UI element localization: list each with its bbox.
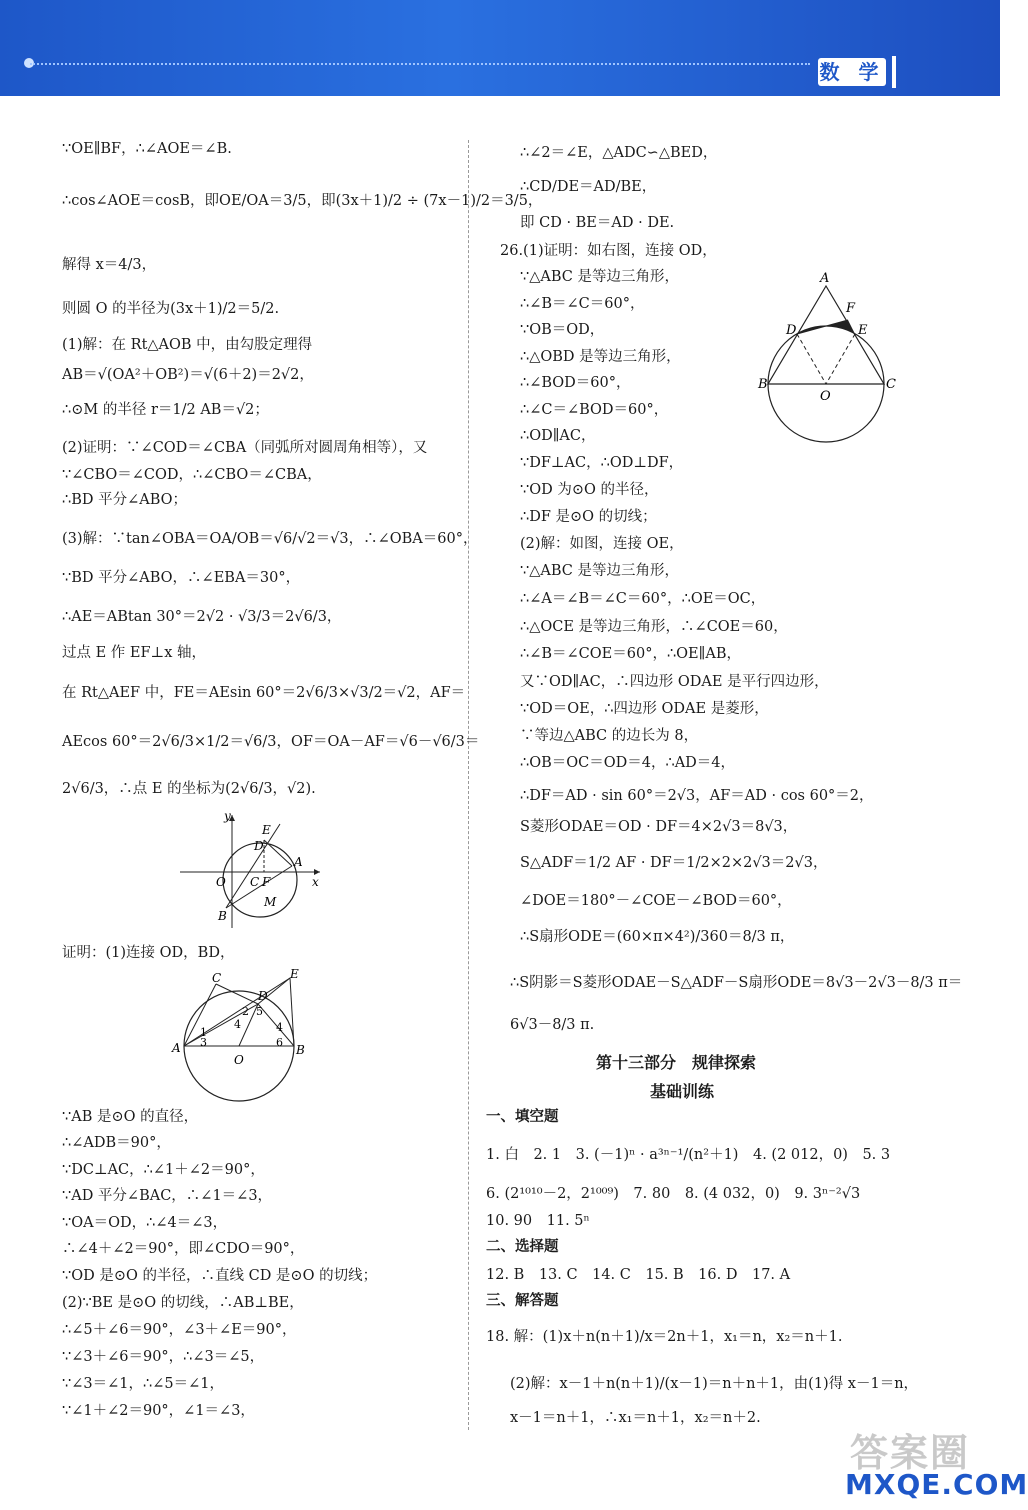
text-line: ∵∠1＋∠2＝90°，∠1＝∠3，	[62, 1403, 255, 1419]
text-line: ∴∠C＝∠BOD＝60°，	[520, 402, 669, 418]
text-line: ∵OD 为⊙O 的半径，	[520, 482, 659, 498]
text-line: 即 CD · BE＝AD · DE.	[520, 215, 675, 231]
solve-heading: 三、解答题	[486, 1292, 559, 1309]
text-line: (3)解：∵tan∠OBA＝OA/OB＝√6/√2＝√3，∴∠OBA＝60°，	[62, 531, 478, 547]
text-line: 2√6/3，∴点 E 的坐标为(2√6/3，√2).	[62, 781, 316, 797]
text-line: ∵△ABC 是等边三角形，	[520, 563, 679, 579]
watermark-url: MXQE.COM	[845, 1468, 1028, 1501]
fig-label: y	[224, 809, 231, 823]
text-line: ∴∠BOD＝60°，	[520, 375, 631, 391]
text-line: ∴cos∠AOE＝cosB，即OE/OA＝3/5，即(3x＋1)/2 ÷ (7x－1)/2＝3/5，	[62, 193, 543, 209]
text-line: 证明：(1)连接 OD，BD，	[62, 945, 235, 961]
text-line: ∴∠2＝∠E，△ADC∽△BED，	[520, 145, 718, 161]
fig-label: B	[296, 1043, 305, 1057]
fig-label: C	[886, 377, 896, 392]
fig-label: E	[858, 323, 868, 338]
text-line: (2)证明：∵∠COD＝∠CBA（同弧所对圆周角相等），又	[62, 440, 428, 456]
text-line: (2)解：如图，连接 OE，	[520, 536, 684, 552]
answer-line: 6. (2¹⁰¹⁰－2，2¹⁰⁰⁹) 7. 80 8. (4 032，0) 9. 3ⁿ⁻²√3	[486, 1186, 861, 1202]
banner-dotted-line	[30, 63, 810, 65]
text-line: ∵∠3＋∠6＝90°，∴∠3＝∠5，	[62, 1349, 265, 1365]
text-line: 解得 x＝4/3，	[62, 257, 157, 273]
fig-label: 2	[242, 1005, 249, 1018]
answer-line: 12. B 13. C 14. C 15. B 16. D 17. A	[486, 1267, 791, 1283]
watermark-logo-text: 答案圈	[850, 1431, 971, 1475]
fig-label: E	[290, 967, 299, 981]
coordinate-circle-figure	[180, 810, 330, 930]
text-line: ∴S扇形ODE＝(60×π×4²)/360＝8/3 π，	[520, 929, 795, 945]
text-line: 过点 E 作 EF⊥x 轴，	[62, 645, 206, 661]
fig-label: C	[250, 875, 260, 889]
fig-label: A	[820, 271, 830, 286]
text-line: ∴∠5＋∠6＝90°，∠3＋∠E＝90°，	[62, 1322, 297, 1338]
text-line: 又∵OD∥AC，∴四边形 ODAE 是平行四边形，	[520, 674, 829, 690]
text-line: ∴CD/DE＝AD/BE，	[520, 179, 657, 195]
text-line: ∴∠4＋∠2＝90°，即∠CDO＝90°，	[62, 1241, 305, 1257]
text-line: ∵OA＝OD，∴∠4＝∠3，	[62, 1215, 228, 1231]
fig-label: C	[212, 971, 222, 985]
text-line: ∵AB 是⊙O 的直径，	[62, 1109, 199, 1125]
fig-label: A	[172, 1041, 181, 1055]
text-line: (2)∵BE 是⊙O 的切线，∴AB⊥BE，	[62, 1295, 304, 1311]
subject-bar	[892, 56, 896, 88]
text-line: ∵△ABC 是等边三角形，	[520, 269, 679, 285]
text-line: 在 Rt△AEF 中，FE＝AEsin 60°＝2√6/3×√3/2＝√2，AF＝	[62, 685, 466, 701]
text-line: ∵OB＝OD，	[520, 322, 605, 338]
answer-line: 18. 解：(1)x＋n(n＋1)/x＝2n＋1，x₁＝n，x₂＝n＋1.	[486, 1329, 843, 1345]
text-line: ∴BD 平分∠ABO；	[62, 492, 188, 508]
fig-label: D	[254, 839, 264, 853]
fig-label: 4	[276, 1021, 283, 1034]
text-line: ∴∠B＝∠C＝60°，	[520, 296, 645, 312]
fig-label: D	[786, 323, 797, 338]
fig-label: O	[820, 389, 831, 404]
text-line: ∵OD 是⊙O 的半径，∴直线 CD 是⊙O 的切线；	[62, 1268, 378, 1284]
section-subtitle: 基础训练	[650, 1082, 715, 1101]
text-line: (1)解：在 Rt△AOB 中，由勾股定理得	[62, 337, 313, 353]
text-line: ∵等边△ABC 的边长为 8，	[520, 728, 699, 744]
fig-label: A	[294, 855, 303, 869]
fig-label: M	[264, 895, 277, 909]
text-line: ∴OD∥AC，	[520, 428, 596, 444]
text-line: ∵DF⊥AC，∴OD⊥DF，	[520, 455, 684, 471]
fig-label: 5	[256, 1005, 263, 1018]
text-line: ∵OD＝OE，∴四边形 ODAE 是菱形，	[520, 701, 769, 717]
text-line: ∵OE∥BF，∴∠AOE＝∠B.	[62, 141, 232, 157]
fig-label: 3	[200, 1036, 207, 1049]
text-line: ∴∠ADB＝90°，	[62, 1135, 171, 1151]
text-line: 则圆 O 的半径为(3x＋1)/2＝5/2.	[62, 301, 280, 317]
fig-label: F	[846, 301, 856, 316]
text-line: ∴DF 是⊙O 的切线；	[520, 509, 657, 525]
text-line: S△ADF＝1/2 AF · DF＝1/2×2×2√3＝2√3，	[520, 855, 828, 871]
fig-label: O	[234, 1053, 244, 1067]
fig-label: F	[262, 875, 271, 889]
answer-line: (2)解：x－1＋n(n＋1)/(x－1)＝n＋n＋1，由(1)得 x－1＝n，	[510, 1376, 919, 1392]
text-line: 6√3－8/3 π.	[510, 1017, 595, 1033]
section-title: 第十三部分 规律探索	[596, 1053, 757, 1072]
fill-blank-heading: 一、填空题	[486, 1108, 559, 1125]
text-line: ∴S阴影＝S菱形ODAE－S△ADF－S扇形ODE＝8√3－2√3－8/3 π＝	[510, 975, 963, 991]
text-line: ∴OB＝OC＝OD＝4，∴AD＝4，	[520, 755, 736, 771]
text-line: S菱形ODAE＝OD · DF＝4×2√3＝8√3，	[520, 819, 798, 835]
column-divider	[468, 140, 469, 1430]
subject-label: 数 学	[819, 60, 885, 84]
fig-label: 4	[234, 1018, 241, 1031]
fig-label: O	[216, 875, 226, 889]
text-line: ∴△OBD 是等边三角形，	[520, 349, 681, 365]
text-line: ∵∠CBO＝∠COD，∴∠CBO＝∠CBA，	[62, 467, 322, 483]
fig-label: B	[758, 377, 768, 392]
text-line: AEcos 60°＝2√6/3×1/2＝√6/3，OF＝OA－AF＝√6－√6/3＝	[62, 734, 480, 750]
fig-label: E	[262, 823, 271, 837]
fig-label: 1	[200, 1026, 207, 1039]
text-line: ∴AE＝ABtan 30°＝2√2 · √3/3＝2√6/3，	[62, 609, 342, 625]
equilateral-triangle-figure	[758, 268, 908, 448]
text-line: ∴∠B＝∠COE＝60°，∴OE∥AB，	[520, 646, 741, 662]
fig-label: x	[312, 875, 319, 889]
text-line: ∴DF＝AD · sin 60°＝2√3，AF＝AD · cos 60°＝2，	[520, 788, 874, 804]
text-line: ∴△OCE 是等边三角形，∴∠COE＝60，	[520, 619, 788, 635]
tangent-circle-figure	[172, 967, 372, 1105]
answer-line: x－1＝n＋1，∴x₁＝n＋1，x₂＝n＋2.	[510, 1410, 761, 1426]
fig-label: 6	[276, 1036, 283, 1049]
answer-line: 10. 90 11. 5ⁿ	[486, 1213, 590, 1229]
fig-label: B	[218, 909, 227, 923]
text-line: 26.(1)证明：如右图，连接 OD，	[500, 243, 717, 259]
text-line: ∴⊙M 的半径 r＝1/2 AB＝√2；	[62, 402, 269, 418]
text-line: ∵BD 平分∠ABO，∴∠EBA＝30°，	[62, 570, 301, 586]
text-line: AB＝√(OA²＋OB²)＝√(6＋2)＝2√2，	[62, 367, 314, 383]
text-line: ∴∠A＝∠B＝∠C＝60°，∴OE＝OC，	[520, 591, 766, 607]
text-line: ∠DOE＝180°－∠COE－∠BOD＝60°，	[520, 893, 792, 909]
choice-heading: 二、选择题	[486, 1238, 559, 1255]
fig-label: D	[258, 989, 268, 1003]
text-line: ∵AD 平分∠BAC，∴∠1＝∠3，	[62, 1188, 273, 1204]
text-line: ∵DC⊥AC，∴∠1＋∠2＝90°，	[62, 1162, 265, 1178]
text-line: ∵∠3＝∠1，∴∠5＝∠1，	[62, 1376, 224, 1392]
answer-line: 1. 白 2. 1 3. (－1)ⁿ · a³ⁿ⁻¹/(n²＋1) 4. (2 012，0) 5. 3	[486, 1147, 891, 1163]
